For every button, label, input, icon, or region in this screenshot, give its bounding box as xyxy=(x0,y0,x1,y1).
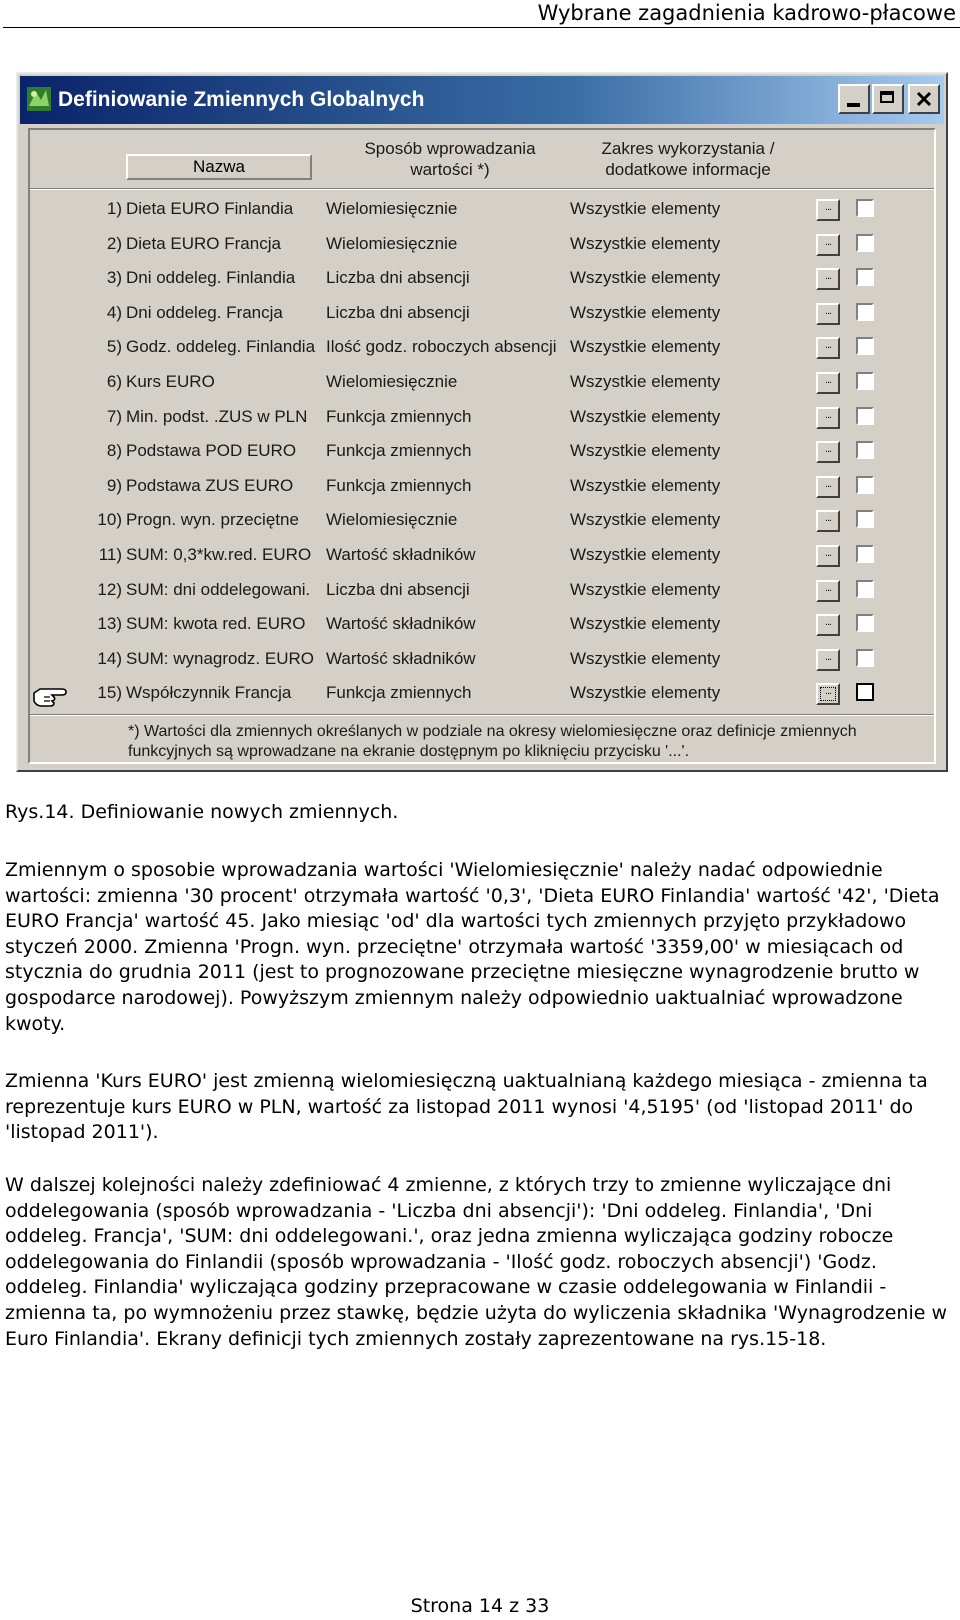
entry-method: Funkcja zmiennych xyxy=(326,475,472,495)
row-number: 15) xyxy=(97,683,122,703)
entry-method: Wielomiesięcznie xyxy=(326,233,458,253)
usage-scope: Wszystkie elementy xyxy=(570,371,721,391)
dialog-window xyxy=(16,72,948,772)
variable-name: SUM: wynagrodz. EURO xyxy=(126,648,314,668)
row-checkbox[interactable] xyxy=(856,372,874,390)
row-checkbox[interactable] xyxy=(856,580,874,598)
row-checkbox[interactable] xyxy=(856,199,874,217)
variable-name: SUM: kwota red. EURO xyxy=(126,614,306,634)
minimize-button[interactable] xyxy=(838,84,870,114)
footer-divider xyxy=(30,714,934,716)
table-row[interactable] xyxy=(30,677,934,712)
row-number: 4) xyxy=(106,302,122,322)
details-button[interactable]: ... xyxy=(816,199,840,221)
table-row[interactable] xyxy=(30,643,934,678)
entry-method: Liczba dni absencji xyxy=(326,268,470,288)
usage-scope: Wszystkie elementy xyxy=(570,544,721,564)
page-number: Strona 14 z 33 xyxy=(410,1595,550,1617)
table-row[interactable] xyxy=(30,366,934,401)
title-bar[interactable] xyxy=(20,76,944,124)
table-row[interactable] xyxy=(30,435,934,470)
scope-header-line1: Zakres wykorzystania / xyxy=(601,139,775,158)
details-button[interactable]: ... xyxy=(816,580,840,602)
entry-method: Liczba dni absencji xyxy=(326,302,470,322)
variable-name: Dieta EURO Finlandia xyxy=(126,199,294,218)
row-checkbox[interactable] xyxy=(856,268,874,286)
details-button[interactable]: ... xyxy=(816,303,840,325)
close-button[interactable] xyxy=(908,84,940,114)
name-column-label: Nazwa xyxy=(193,157,245,176)
details-button[interactable]: ... xyxy=(816,441,840,463)
row-checkbox[interactable] xyxy=(856,407,874,425)
variable-name: Podstawa POD EURO xyxy=(126,441,297,461)
figure-caption: Rys.14. Definiowanie nowych zmiennych. xyxy=(5,801,399,823)
details-button[interactable]: ... xyxy=(816,510,840,532)
table-row[interactable] xyxy=(30,297,934,332)
footnote: *) Wartości dla zmiennych określanych w podziale na okresy wielomiesięczne oraz definicje zmiennych funkcyjnych są wprowadzane na ekranie dostępnym po kliknięciu przycisku '...'. xyxy=(128,723,857,760)
row-number: 13) xyxy=(97,614,122,634)
table-row[interactable] xyxy=(30,262,934,297)
entry-method: Wartość składników xyxy=(326,648,476,668)
row-number: 14) xyxy=(97,648,122,668)
variable-name: Dieta EURO Francja xyxy=(126,233,281,253)
table-row[interactable] xyxy=(30,470,934,505)
table-row[interactable] xyxy=(30,193,934,228)
details-button[interactable]: ... xyxy=(816,476,840,498)
row-checkbox[interactable] xyxy=(856,234,874,252)
entry-method: Wielomiesięcznie xyxy=(326,199,458,218)
row-number: 10) xyxy=(97,510,122,530)
usage-scope: Wszystkie elementy xyxy=(570,510,721,530)
usage-scope: Wszystkie elementy xyxy=(570,475,721,495)
row-checkbox[interactable] xyxy=(856,510,874,528)
variable-name: Dni oddeleg. Finlandia xyxy=(126,268,296,288)
row-number: 3) xyxy=(106,268,122,288)
variable-name: SUM: dni oddelegowani. xyxy=(126,579,311,599)
variable-name: Progn. wyn. przeciętne xyxy=(126,510,299,530)
method-column-header xyxy=(330,138,570,180)
usage-scope: Wszystkie elementy xyxy=(570,406,721,426)
entry-method: Wartość składników xyxy=(326,614,476,634)
usage-scope: Wszystkie elementy xyxy=(570,441,721,461)
row-checkbox[interactable] xyxy=(856,545,874,563)
close-icon xyxy=(915,90,933,108)
details-button[interactable]: ... xyxy=(816,234,840,256)
table-row[interactable] xyxy=(30,574,934,609)
usage-scope: Wszystkie elementy xyxy=(570,337,721,357)
entry-method: Ilość godz. roboczych absencji xyxy=(326,337,557,357)
app-icon xyxy=(26,86,52,112)
name-column-header[interactable] xyxy=(126,154,312,180)
row-number: 11) xyxy=(98,544,122,564)
row-number: 8) xyxy=(106,441,122,461)
page-header xyxy=(3,0,960,28)
usage-scope: Wszystkie elementy xyxy=(570,199,721,218)
paragraph: Zmiennym o sposobie wprowadzania wartości 'Wielomiesięcznie' należy nadać odpowiednie wartości: zmienna '30 procent' otrzymała wartość '0,3', 'Dieta EURO Finlandia' wartość '42', 'Dieta EURO Francja' wartość 45. Jako miesiąc 'od' dla wartości tych zmiennych przyjęto przykładowo styczeń 2000. Zmienna 'Progn. wyn. przeciętne' otrzymała wartość '3359,00' w miesiącach od stycznia do grudnia 2011 (jest to prognozowane przeciętne miesięczne wynagrodzenie brutto w gospodarce narodowej). Powyższym zmiennym należy odpowiednio uaktualniać wprowadzone kwoty. xyxy=(5,859,940,1035)
details-button[interactable]: ... xyxy=(816,649,840,671)
variable-name: Godz. oddeleg. Finlandia xyxy=(126,337,316,357)
variable-name: Min. podst. .ZUS w PLN xyxy=(126,406,308,426)
entry-method: Liczba dni absencji xyxy=(326,579,470,599)
variable-name: Współczynnik Francja xyxy=(126,683,292,703)
usage-scope: Wszystkie elementy xyxy=(570,683,721,703)
method-header-line1: Sposób wprowadzania xyxy=(364,139,536,158)
variable-name: Kurs EURO xyxy=(126,371,215,391)
row-checkbox[interactable] xyxy=(856,441,874,459)
scope-column-header xyxy=(568,138,808,180)
usage-scope: Wszystkie elementy xyxy=(570,233,721,253)
window-title: Definiowanie Zmiennych Globalnych xyxy=(58,88,425,111)
row-checkbox[interactable] xyxy=(856,476,874,494)
details-button[interactable]: ... xyxy=(816,407,840,429)
usage-scope: Wszystkie elementy xyxy=(570,648,721,668)
row-number: 1) xyxy=(106,199,122,218)
row-number: 9) xyxy=(106,475,122,495)
entry-method: Wielomiesięcznie xyxy=(326,510,458,530)
entry-method: Wielomiesięcznie xyxy=(326,371,458,391)
usage-scope: Wszystkie elementy xyxy=(570,614,721,634)
variable-name: Podstawa ZUS EURO xyxy=(126,475,294,495)
header-divider xyxy=(30,188,934,190)
entry-method: Wartość składników xyxy=(326,544,476,564)
paragraph: W dalszej kolejności należy zdefiniować 4 zmienne, z których trzy to zmienne wyliczające dni oddelegowania (sposób wprowadzania - 'Liczba dni absencji'): 'Dni oddeleg. Finlandia', 'Dni oddeleg. Francja', 'SUM: dni oddelegowani.', oraz jedna zmienna wyliczająca godziny robocze oddelegowania do Finlandii (sposób wprowadzania - 'Ilość godz. roboczych absencji') 'Godz. oddeleg. Finlandia' wyliczająca godziny przepracowane w czasie oddelegowania w Finlandii - zmienna ta, po wymnożeniu przez stawkę, będzie użyta do wyliczenia składnika 'Wynagrodzenie w Euro Finlandia'. Ekrany definicji tych zmiennych zostały zaprezentowane na rys.15-18. xyxy=(5,1174,948,1350)
entry-method: Funkcja zmiennych xyxy=(326,683,472,703)
details-button[interactable]: ... xyxy=(816,545,840,567)
usage-scope: Wszystkie elementy xyxy=(570,268,721,288)
table-row[interactable] xyxy=(30,539,934,574)
table-row[interactable] xyxy=(30,331,934,366)
table-row[interactable] xyxy=(30,401,934,436)
table-row[interactable] xyxy=(30,504,934,539)
variables-list xyxy=(30,193,934,712)
entry-method: Funkcja zmiennych xyxy=(326,406,472,426)
details-button[interactable]: ... xyxy=(816,337,840,359)
entry-method: Funkcja zmiennych xyxy=(326,441,472,461)
row-number: 2) xyxy=(106,233,122,253)
details-button[interactable]: ... xyxy=(816,614,840,636)
row-number: 6) xyxy=(106,371,122,391)
details-button[interactable]: ... xyxy=(816,268,840,290)
scope-header-line2: dodatkowe informacje xyxy=(605,160,771,179)
row-checkbox[interactable] xyxy=(856,649,874,667)
variable-name: SUM: 0,3*kw.red. EURO xyxy=(126,544,312,564)
pointing-hand-icon xyxy=(32,679,70,709)
usage-scope: Wszystkie elementy xyxy=(570,579,721,599)
table-row[interactable] xyxy=(30,608,934,643)
header-title: Wybrane zagadnienia kadrowo-płacowe xyxy=(537,1,956,25)
row-checkbox[interactable] xyxy=(856,303,874,321)
details-button[interactable]: ... xyxy=(816,683,840,705)
row-number: 7) xyxy=(106,406,122,426)
row-checkbox[interactable] xyxy=(856,683,874,701)
row-number: 12) xyxy=(97,579,122,599)
row-number: 5) xyxy=(106,337,122,357)
details-button[interactable]: ... xyxy=(816,372,840,394)
paragraph: Zmienna 'Kurs EURO' jest zmienną wielomiesięczną uaktualnianą każdego miesiąca - zmienna ta reprezentuje kurs EURO w PLN, wartość za listopad 2011 wynosi '4,5195' (od 'listopad 2011' do 'listopad 2011'). xyxy=(5,1070,928,1144)
row-checkbox[interactable] xyxy=(856,337,874,355)
dialog-client-area xyxy=(28,128,936,764)
usage-scope: Wszystkie elementy xyxy=(570,302,721,322)
variable-name: Dni oddeleg. Francja xyxy=(126,302,283,322)
table-row[interactable] xyxy=(30,228,934,263)
maximize-button[interactable] xyxy=(872,84,904,114)
row-checkbox[interactable] xyxy=(856,614,874,632)
method-header-line2: wartości *) xyxy=(410,160,490,179)
